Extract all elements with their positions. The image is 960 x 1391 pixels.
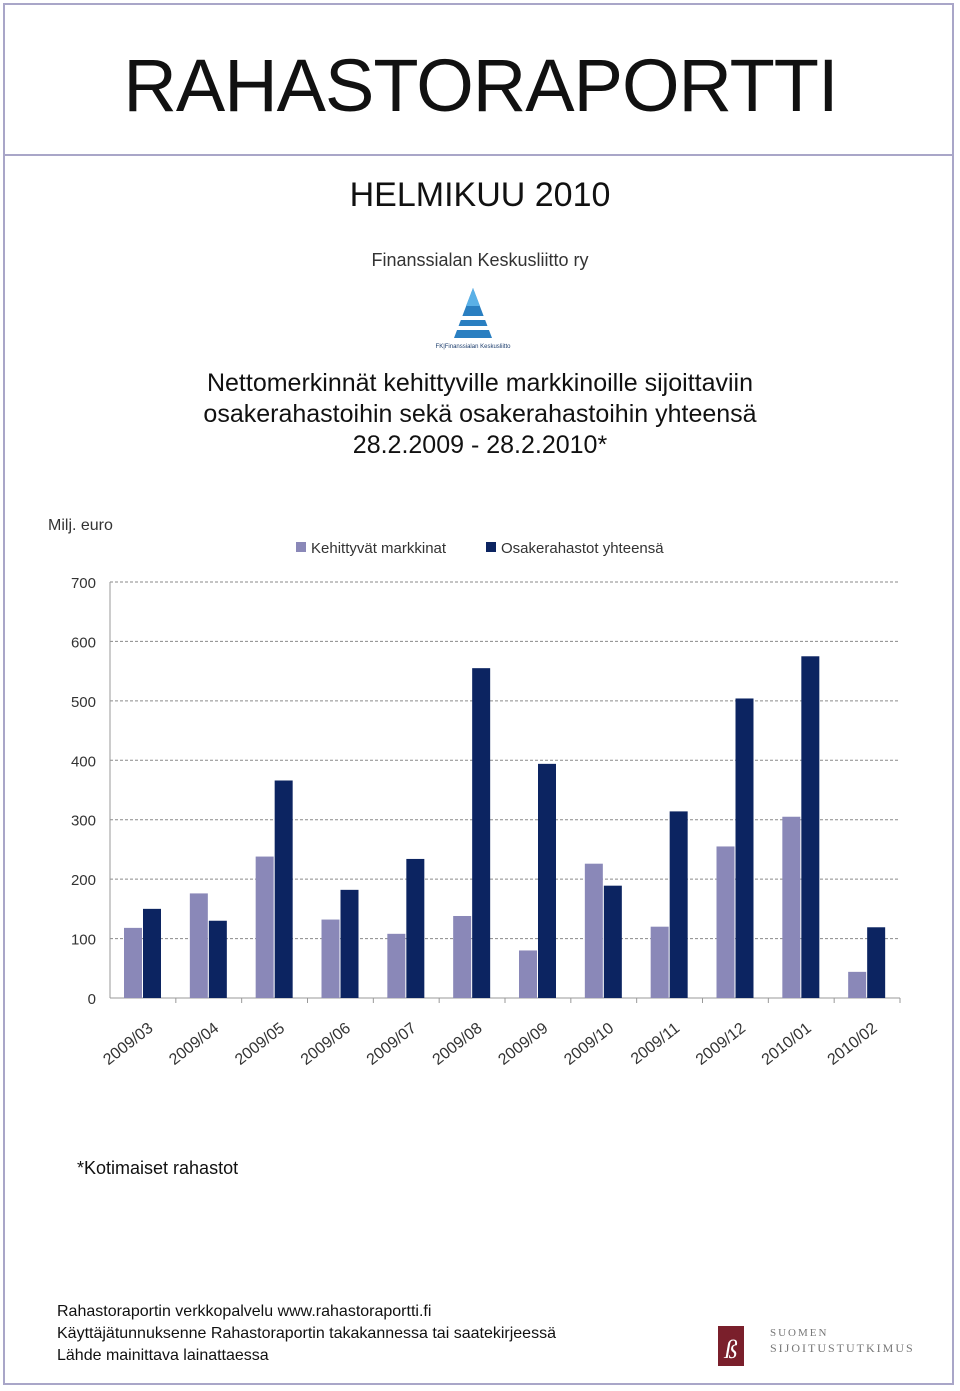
bar-emerging-markets (585, 864, 603, 998)
legend-label: Osakerahastot yhteensä (501, 540, 664, 557)
x-tick-label: 2010/01 (758, 1019, 815, 1069)
bar-equity-funds-total (867, 927, 885, 998)
y-tick-label: 700 (70, 575, 96, 592)
x-tick-label: 2009/10 (561, 1019, 618, 1069)
bar-equity-funds-total (538, 764, 556, 998)
x-tick-label: 2009/12 (692, 1019, 749, 1069)
chart-title-line-1: Nettomerkinnät kehittyville markkinoille sijoittaviin (206, 369, 754, 397)
x-tick-label: 2009/07 (363, 1019, 420, 1069)
x-tick-label: 2009/09 (495, 1019, 552, 1069)
x-tick-label: 2009/03 (100, 1019, 157, 1069)
page-title: RAHASTORAPORTTI (123, 44, 838, 127)
footer-line-3: Lähde mainittava lainattaessa (57, 1347, 269, 1364)
bar-emerging-markets (124, 928, 142, 998)
bar-emerging-markets (717, 846, 735, 998)
fk-logo (435, 286, 511, 356)
bar-emerging-markets (453, 916, 471, 998)
svg-text:ß: ß (724, 1335, 738, 1364)
bar-equity-funds-total (801, 656, 819, 998)
y-tick-label: 400 (70, 753, 96, 771)
organization-name: Finanssialan Keskusliitto ry (371, 250, 589, 270)
chart-title (0, 368, 960, 461)
legend-swatch (486, 542, 496, 552)
y-tick-label: 300 (70, 812, 96, 830)
y-tick-label: 0 (87, 991, 96, 1008)
bar-chart (0, 500, 960, 1090)
bar-emerging-markets (651, 927, 669, 998)
bar-emerging-markets (848, 972, 866, 998)
bar-equity-funds-total (143, 909, 161, 998)
bar-equity-funds-total (406, 859, 424, 998)
x-tick-label: 2009/05 (232, 1019, 289, 1069)
bar-emerging-markets (256, 857, 274, 998)
bar-emerging-markets (190, 893, 208, 998)
publisher-line-1: SUOMEN (770, 1327, 829, 1339)
bar-equity-funds-total (604, 886, 622, 998)
x-tick-label: 2010/02 (824, 1019, 881, 1069)
suomen-sijoitustutkimus-logo (714, 1318, 944, 1374)
bar-equity-funds-total (736, 698, 754, 998)
y-tick-label: 600 (70, 634, 96, 652)
bar-emerging-markets (322, 920, 340, 998)
title-band (3, 3, 954, 156)
x-tick-label: 2009/04 (166, 1019, 223, 1069)
chart-title-line-2: osakerahastoihin sekä osakerahastoihin yhteensä (203, 400, 757, 428)
x-tick-label: 2009/06 (297, 1019, 354, 1069)
y-axis-label: Milj. euro (48, 517, 113, 534)
bar-emerging-markets (782, 817, 800, 998)
bar-emerging-markets (387, 934, 405, 998)
bar-equity-funds-total (472, 668, 490, 998)
publisher-line-2: SIJOITUSTUTKIMUS (770, 1341, 915, 1355)
report-month: HELMIKUU 2010 (349, 176, 611, 214)
chart-title-line-3: 28.2.2009 - 28.2.2010* (352, 431, 608, 459)
bar-equity-funds-total (275, 780, 293, 998)
footer-line-2: Käyttäjätunnuksenne Rahastoraportin takakannessa tai saatekirjeessä (57, 1325, 556, 1342)
y-tick-label: 200 (70, 872, 96, 890)
y-tick-label: 500 (70, 693, 96, 711)
footer-text (57, 1301, 556, 1367)
legend-swatch (296, 542, 306, 552)
footer-line-1: Rahastoraportin verkkopalvelu www.rahastoraportti.fi (57, 1303, 432, 1320)
legend-label: Kehittyvät markkinat (311, 540, 447, 557)
fk-logo-text: FK|Finanssialan Keskusliitto (435, 344, 511, 350)
bar-equity-funds-total (670, 811, 688, 998)
footnote: *Kotimaiset rahastot (77, 1158, 239, 1178)
y-tick-label: 100 (70, 931, 96, 949)
x-tick-label: 2009/11 (628, 1019, 684, 1069)
bar-equity-funds-total (209, 921, 227, 998)
bar-emerging-markets (519, 950, 537, 998)
bar-equity-funds-total (341, 890, 359, 998)
x-tick-label: 2009/08 (429, 1019, 486, 1069)
